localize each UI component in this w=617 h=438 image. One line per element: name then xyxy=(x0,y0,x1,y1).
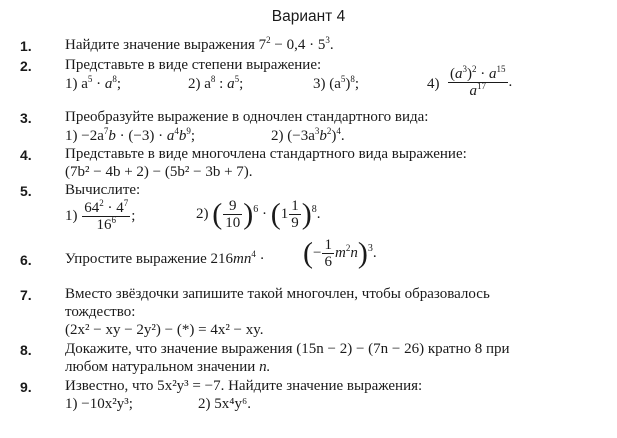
task-number: 6. xyxy=(20,252,32,268)
task-number: 2. xyxy=(20,58,32,74)
task-text: Вычислите: xyxy=(65,182,141,198)
task-text: Известно, что 5x²y³ = −7. Найдите значение выражения: xyxy=(65,378,423,394)
task-text: Представьте в виде многочлена стандартного вида выражение: xyxy=(65,146,467,162)
task-text: Вместо звёздочки запишите такой многочлен, чтобы образовалось xyxy=(65,286,490,302)
task-number: 1. xyxy=(20,38,32,54)
task-number: 3. xyxy=(20,110,32,126)
task-item: (2x² − xy − 2y²) − (*) = 4x² − xy. xyxy=(65,322,264,338)
task-item: 1) −10x²y³; xyxy=(65,396,133,412)
task-number: 9. xyxy=(20,379,32,395)
task-text: Упростите выражение $216mn^4$ · xyxy=(65,249,265,267)
task-item: 2) ( $\frac{9}{10}$ )$^6$ · (1 $\frac{1}{9}$ )$^8$. xyxy=(196,197,321,231)
task-item: 3) $(a^5)^8$; xyxy=(313,74,360,92)
page-title: Вариант 4 xyxy=(271,8,346,25)
task-item: 1) $\frac{64^2 \cdot 4^7}{16^6}$ ; xyxy=(65,198,136,233)
task-items: 1) $a^5 \cdot a^8$; xyxy=(65,74,122,92)
task-number: 7. xyxy=(20,287,32,303)
task-number: 8. xyxy=(20,342,32,358)
task-text: Докажите, что значение выражения (15n − 2) − (7n − 26) кратно 8 при xyxy=(65,341,510,357)
task-number: 4. xyxy=(20,147,32,163)
task-text: Найдите значение выражения $7^2 - 0,4 \cdot 5^3$. xyxy=(65,35,334,53)
fraction: $\frac{(a^3)^2 \cdot a^{15}}{a^{17}}$ . xyxy=(450,64,513,99)
task-text: тождество: xyxy=(65,304,136,320)
task-item: 2) 5x⁴y⁶. xyxy=(198,396,251,412)
task-text: Представьте в виде степени выражение: xyxy=(65,57,322,73)
task-item: 2) $a^8$ : $a^5$; xyxy=(188,74,244,92)
task-item: 4) xyxy=(427,76,440,92)
task-expression: (− $\frac{1}{6}$ $m^2n)^3$. xyxy=(303,236,377,270)
task-item: 2) $(-3a^3b^2)^4$. xyxy=(271,126,345,144)
task-text: любом натуральном значении n. xyxy=(65,359,271,375)
task-text: Преобразуйте выражение в одночлен стандартного вида: xyxy=(65,109,429,125)
task-item: (7b² − 4b + 2) − (5b² − 3b + 7). xyxy=(65,164,253,180)
task-item: $1) -2a^7b \cdot (-3) \cdot a^4b^9$; xyxy=(65,126,195,144)
task-number: 5. xyxy=(20,183,32,199)
